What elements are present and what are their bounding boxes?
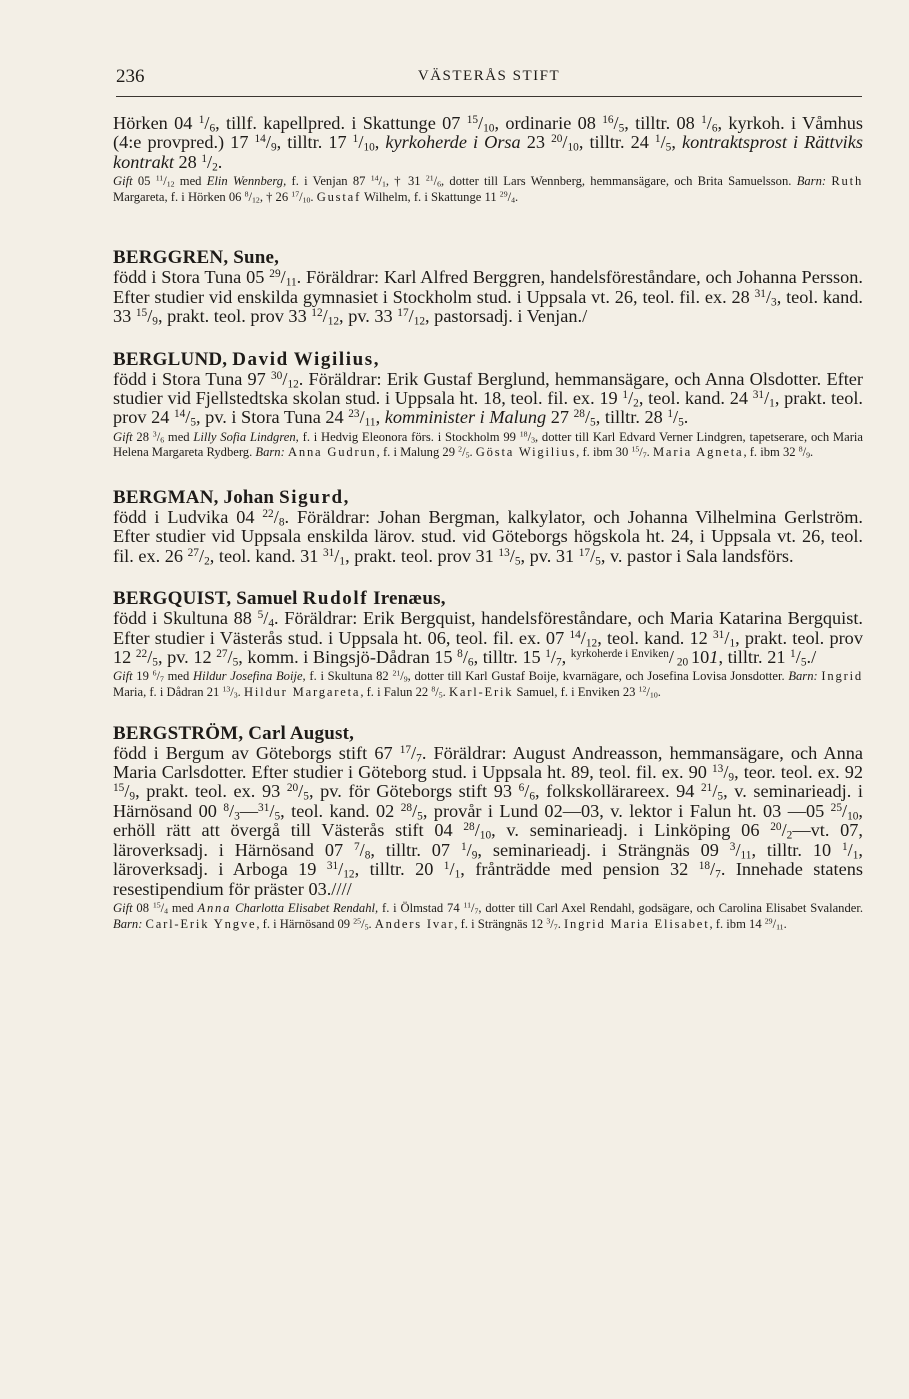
entry-career-text: född i Ludvika 04 $^{22}/_8$. Föräldrar: Johan Bergman, kalkylator, och Johanna Vilhelmina Gerlström. Efter studier vid Uppsala enskilda lärov. stud. vid Göteborgs högskola ht. 24, i Uppsala vt. 26, teol. fil. ex. 26 $^{27}/_2$, teol. kand. 31 $^{31}/_1$, prakt. teol. prov 31 $^{13}/_5$, pv. 31 $^{17}/_5$, v. pastor i Sala landsförs. — [113, 507, 863, 568]
entry-family-text: Gift 08 $^{15}/_4$ med Anna Charlotta Elisabet Rendahl, f. i Ölmstad 74 $^{11}/_7$, dotter till Carl Axel Rendahl, godsägare, och Carolina Elisabet Svalander. Barn: Carl-Erik Yngve, f. i Härnösand 09 $^{25}/_5$. Anders Ivar, f. i Strängnäs 12 $^3/_7$. Ingrid Maria Elisabet, f. ibm 14 $^{29}/_{11}$. — [113, 900, 864, 932]
page-body — [113, 114, 863, 932]
entry-family-text: Gift 28 $^3/_6$ med Lilly Sofia Lindgren, f. i Hedvig Eleonora förs. i Stockholm 99 $^{18}/_3$, dotter till Karl Edvard Verner Lindgren, tapetserare, och Maria Helena Margareta Rydberg. Barn: Anna Gudrun, f. i Malung 29 $^2/_5$. Gösta Wigilius, f. ibm 30 $^{15}/_7$. Maria Agneta, f. ibm 32 $^8/_9$. — [113, 429, 864, 460]
entry-career-text: född i Bergum av Göteborgs stift 67 $^{17}/_7$. Föräldrar: August Andreasson, hemmansägare, och Anna Maria Carlsdotter. Efter studier i Göteborg stud. i Uppsala ht. 89, teol. fil. ex. 90 $^{13}/_9$, teor. teol. ex. 92 $^{15}/_9$, prakt. teol. ex. 93 $^{20}/_5$, pv. för Göteborgs stift 93 $^6/_6$, folkskollärareex. 94 $^{21}/_5$, v. seminarieadj. i Härnösand 00 $^8/_3—^{31}/_5$, teol. kand. 02 $^{28}/_5$, provår i Lund 02—03, v. lektor i Falun ht. 03 —05 $^{25}/_{10}$, erhöll rätt att övergå till Västerås stift 04 $^{28}/_{10}$, v. seminarieadj. i Linköping 06 $^{20}/_2—vt$. 07, läroverksadj. i Härnösand 07 $^7/_8$, tilltr. 07 $^1/_9$, seminarieadj. i Strängnäs 09 $^3/_{11}$, tilltr. 10 $^1/_1$, läroverksadj. i Arboga 19 $^{31}/_{12}$, tilltr. 20 $^1/_1$, frånträdde med pension 32 $^{18}/_7$. Innehade statens resestipendium för präster 03.//// — [113, 742, 864, 899]
entry-career-text: född i Stora Tuna 97 $^{30}/_{12}$. Föräldrar: Erik Gustaf Berglund, hemmansägare, och Anna Olsdotter. Efter studier vid Fjellstedtska skolan stud. i Uppsala ht. 18, teol. fil. ex. 19 $^1/_2$, teol. kand. 24 $^{31}/_1$, prakt. teol. prov 24 $^{14}/_5$, pv. i Stora Tuna 24 $^{23}/_{11}$, komminister i Malung 27 $^{28}/_5$, tilltr. 28 $^1/_5$. — [113, 368, 863, 429]
entry-heading: BERGSTRÖM, Carl August, — [113, 722, 355, 744]
entry-heading: BERGGREN, Sune, — [113, 247, 280, 269]
header-rule — [116, 96, 862, 97]
entry-career-text: Hörken 04 $^1/_6$, tillf. kapellpred. i Skattunge 07 $^{15}/_{10}$, ordinarie 08 $^{16}/_5$, tilltr. 08 $^1/_6$, kyrkoh. i Våmhus (4:e provpred.) 17 $^{14}/_9$, tilltr. 17 $^1/_{10}$, kyrkoherde i Orsa 23 $^{20}/_{10}$, tilltr. 24 $^1/_5$, kontraktsprost i Rättviks kontrakt 28 $^1/_2$. — [113, 113, 864, 174]
entry-heading: BERGLUND, David Wigilius, — [113, 348, 381, 370]
entry-career-text: född i Stora Tuna 05 $^{29}/_{11}$. Föräldrar: Karl Alfred Berggren, handelsföreståndare, och Johanna Persson. Efter studier vid enskilda gymnasiet i Stockholm stud. i Uppsala vt. 26, teol. fil. ex. 28 $^{31}/_3$, teol. kand. 33 $^{15}/_9$, prakt. teol. prov 33 $^{12}/_{12}$, pv. 33 $^{17}/_{12}$, pastorsadj. i Venjan./ — [113, 267, 863, 328]
entry-heading: BERGQUIST, Samuel Rudolf Irenæus, — [113, 588, 446, 610]
entry-career-text: född i Skultuna 88 $^5/_4$. Föräldrar: Erik Bergquist, handelsföreståndare, och Maria Katarina Bergquist. Efter studier i Västerås stud. i Uppsala ht. 06, teol. fil. ex. 07 $^{14}/_{12}$, teol. kand. 12 $^{31}/_1$, prakt. teol. prov 12 $^{22}/_5$, pv. 12 $^{27}/_5$, komm. i Bingsjö-Dådran 15 $^8/_6$, tilltr. 15 $^1/_7$, $^{kyrkoherde i Enviken}$/ $_{20}$ 101, tilltr. 21 $^1/_5./$ — [113, 608, 863, 669]
entry-berggren — [113, 247, 863, 326]
entry-family-text: Gift 05 $^{11}/_{12}$ med Elin Wennberg, f. i Venjan 87 $^{14}/_1$, † 31 $^{21}/_6$, dotter till Lars Wennberg, hemmansägare, och Brita Samuelsson. Barn: Ruth Margareta, f. i Hörken 06 $^8/_{12}$, † 26 $^{17}/_{10}$. Gustaf Wilhelm, f. i Skattunge 11 $^{29}/_4$. — [113, 173, 864, 205]
page-number: 236 — [116, 66, 145, 87]
running-title: VÄSTERÅS STIFT — [417, 68, 561, 84]
page-header — [116, 66, 862, 92]
entry-bergstroem — [113, 723, 863, 932]
entry-bergquist — [113, 588, 863, 700]
entry-bergman — [113, 487, 863, 566]
entry-continuation — [113, 114, 863, 205]
entry-family-text: Gift 19 $^6/_7$ med Hildur Josefina Boije, f. i Skultuna 82 $^{21}/_9$, dotter till Karl Gustaf Boije, kvarnägare, och Josefina Lovisa Jonsdotter. Barn: Ingrid Maria, f. i Dådran 21 $^{13}/_3$. Hildur Margareta, f. i Falun 22 $^8/_5$. Karl-Erik Samuel, f. i Enviken 23 $^{12}/_{10}$. — [113, 669, 863, 700]
entry-heading: BERGMAN, Johan Sigurd, — [113, 487, 350, 509]
entry-berglund — [113, 349, 863, 461]
